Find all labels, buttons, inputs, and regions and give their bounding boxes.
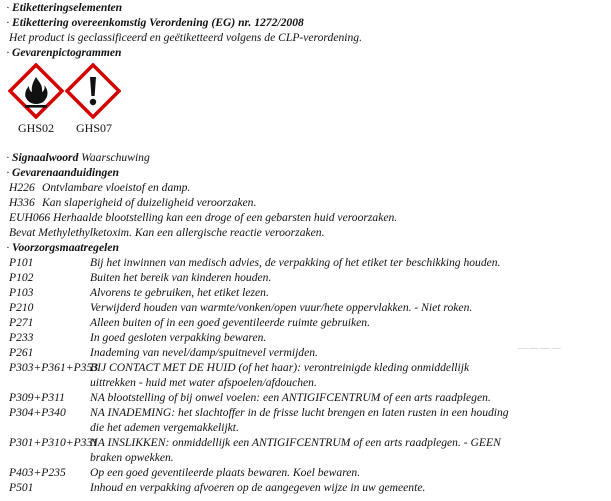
euh-statement: EUH066 Herhaalde blootstelling kan een droge of een gebarsten huid veroorzaken. [9, 211, 398, 224]
precaution-text: BIJ CONTACT MET DE HUID (of het haar): verontreinigde kleding onmiddellijk [90, 361, 470, 374]
hazard-heading [6, 165, 119, 180]
bullet: · [6, 16, 10, 29]
precaution-code: P304+P340 [9, 406, 66, 419]
pictogram-row [8, 63, 138, 137]
hazard-text: Ontvlambare vloeistof en damp. [42, 181, 191, 194]
precaution-code: P233 [9, 331, 34, 344]
pictograms-heading-text: Gevarenpictogrammen [12, 46, 122, 59]
bullet: · [6, 1, 10, 14]
precaution-code: P102 [9, 271, 34, 284]
labelling-heading-text: Etiketteringselementen [12, 1, 123, 14]
pictogram-ghs02 [8, 63, 68, 135]
exclamation-mark-icon [65, 63, 121, 119]
precaution-text: In goed gesloten verpakking bewaren. [90, 331, 267, 344]
precaution-text: NA INSLIKKEN: onmiddellijk een ANTIGIFCENTRUM of een arts raadplegen. - GEEN [90, 436, 501, 449]
precaution-code: P309+P311 [9, 391, 65, 404]
precaution-heading [6, 240, 119, 255]
flame-icon [8, 63, 64, 119]
regulation-heading [6, 15, 304, 30]
precaution-code: P303+P361+P353 [9, 361, 99, 374]
bullet: · [6, 46, 10, 59]
labelling-heading [6, 0, 122, 15]
precaution-text: Inademing van nevel/damp/spuitnevel vermijden. [90, 346, 318, 359]
precaution-text-continued: die het ademen vergemakkelijkt. [90, 421, 239, 434]
faint-artifact: — — — — [518, 343, 561, 353]
precaution-heading-text: Voorzorgsmaatregelen [12, 241, 119, 254]
hazard-code: H226 [9, 181, 35, 194]
precaution-text: NA INADEMING: het slachtoffer in de frisse lucht brengen en laten rusten in een houding [90, 406, 509, 419]
precaution-text: Bij het inwinnen van medisch advies, de verpakking of het etiket ter beschikking houden. [90, 256, 501, 269]
precaution-code: P210 [9, 301, 34, 314]
clp-note: Het product is geclassificeerd en geëtiketteerd volgens de CLP-verordening. [9, 31, 362, 44]
regulation-heading-text: Etikettering overeenkomstig Verordening (EG) nr. 1272/2008 [12, 16, 304, 29]
precaution-text: Buiten het bereik van kinderen houden. [90, 271, 272, 284]
hazard-heading-text: Gevarenaanduidingen [12, 166, 119, 179]
precaution-text: Inhoud en verpakking afvoeren op de aangegeven wijze in uw gemeente. [90, 481, 426, 494]
bullet: · [6, 241, 10, 254]
precaution-text: NA blootstelling of bij onwel voelen: een ANTIGIFCENTRUM of een arts raadplegen. [90, 391, 491, 404]
pictograms-heading [6, 45, 121, 60]
pictogram-ghs07 [65, 63, 125, 135]
bullet: · [6, 166, 10, 179]
hazard-code: H336 [9, 196, 35, 209]
signal-word-value: Waarschuwing [81, 151, 150, 164]
precaution-code: P501 [9, 481, 34, 494]
allergy-note: Bevat Methylethylketoxim. Kan een allergische reactie veroorzaken. [9, 226, 325, 239]
precaution-text: Op een goed geventileerde plaats bewaren. Koel bewaren. [90, 466, 361, 479]
hazard-text: Kan slaperigheid of duizeligheid veroorzaken. [42, 196, 257, 209]
precaution-text: Verwijderd houden van warmte/vonken/open vuur/hete oppervlakken. - Niet roken. [90, 301, 473, 314]
precaution-text: Alleen buiten of in een goed geventileerde ruimte gebruiken. [90, 316, 370, 329]
pictogram-code: GHS07 [75, 121, 112, 135]
precaution-code: P103 [9, 286, 34, 299]
precaution-code: P101 [9, 256, 34, 269]
precaution-text: Alvorens te gebruiken, het etiket lezen. [90, 286, 269, 299]
signal-word-label: Signaalwoord [12, 151, 79, 164]
precaution-text-continued: braken opwekken. [90, 451, 174, 464]
pictogram-code: GHS02 [17, 121, 54, 135]
signal-word-row [6, 150, 150, 165]
precaution-code: P271 [9, 316, 34, 329]
bullet: · [6, 151, 10, 164]
precaution-text-continued: uittrekken - huid met water afspoelen/afdouchen. [90, 376, 317, 389]
precaution-code: P301+P310+P331 [9, 436, 99, 449]
precaution-code: P261 [9, 346, 34, 359]
precaution-code: P403+P235 [9, 466, 66, 479]
